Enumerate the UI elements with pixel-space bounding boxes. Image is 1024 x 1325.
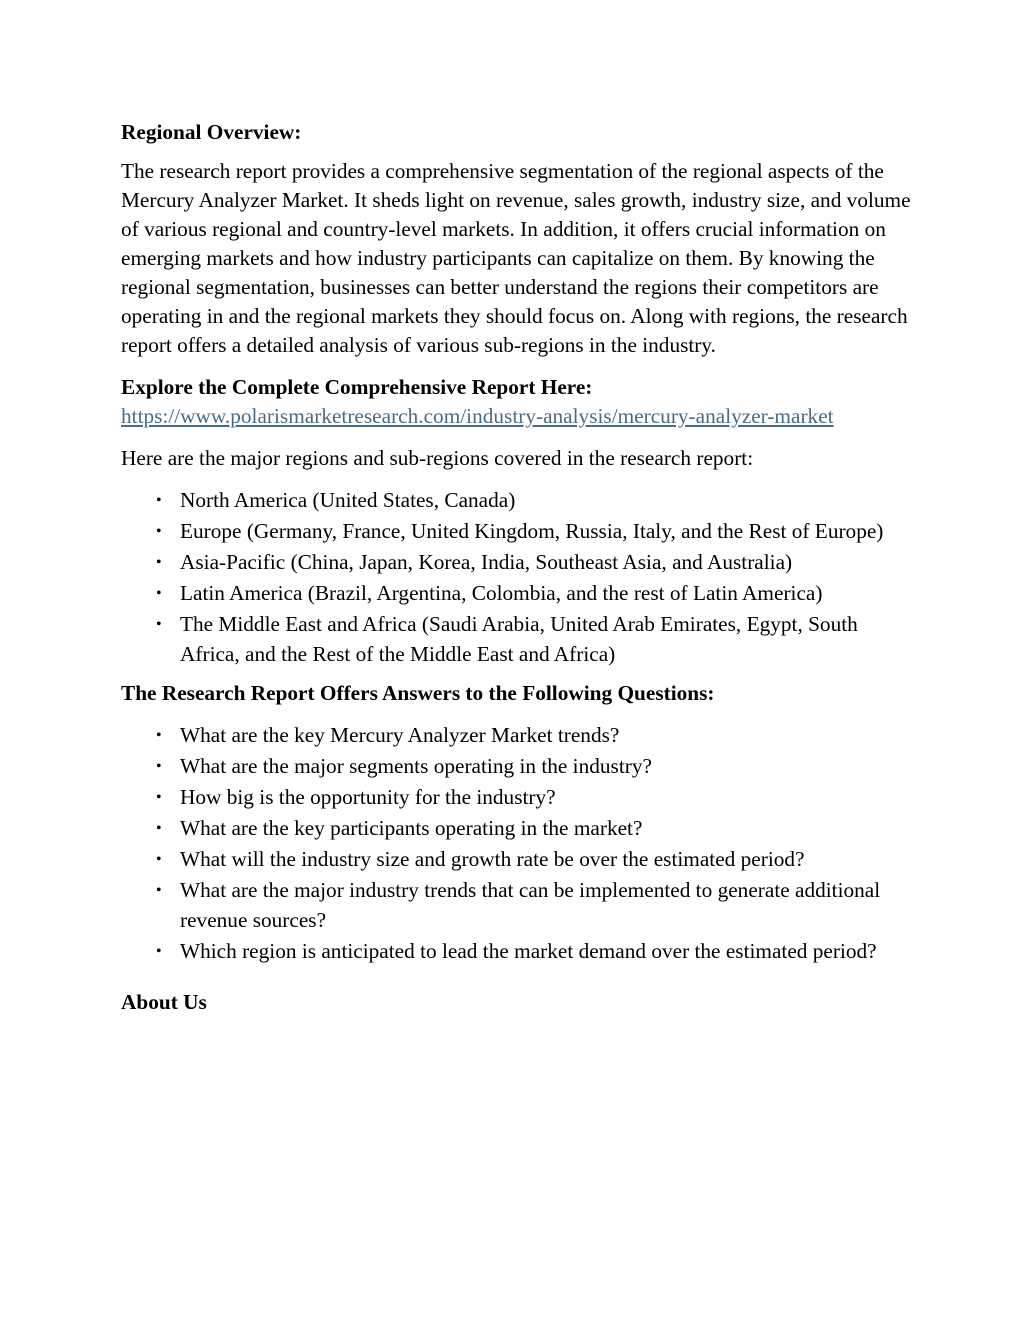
list-item: • Which region is anticipated to lead the market demand over the estimated period? [121, 937, 911, 967]
bullet-icon: • [156, 585, 162, 602]
report-link-line [121, 402, 911, 431]
bullet-icon: • [156, 758, 162, 775]
list-item: • What are the key Mercury Analyzer Market trends? [121, 721, 911, 751]
list-item: • Asia-Pacific (China, Japan, Korea, India, Southeast Asia, and Australia) [121, 548, 911, 578]
bullet-icon: • [156, 523, 162, 540]
bullet-icon: • [156, 942, 162, 960]
explore-report-heading: Explore the Complete Comprehensive Report Here: [121, 375, 593, 399]
questions-list [121, 721, 911, 966]
list-item: • How big is the opportunity for the industry? [121, 783, 911, 813]
regions-intro: Here are the major regions and sub-regions covered in the research report: [121, 446, 754, 470]
list-item: • The Middle East and Africa (Saudi Arabia, United Arab Emirates, Egypt, South Africa, and the Rest of the Middle East and Africa) [156, 612, 858, 666]
regional-overview-paragraph: The research report provides a comprehensive segmentation of the regional aspects of the Mercury Analyzer Market. It sheds light on revenue, sales growth, industry size, and volume of various regional and country-level markets. In addition, it offers crucial information on emerging markets and how industry participants can capitalize on them. By knowing the regional segmentation, businesses can better understand the regions their competitors are operating in and the regional markets they should focus on. Along with regions, the research report offers a detailed analysis of various sub-regions in the industry. [121, 159, 911, 357]
list-item: • What are the major segments operating in the industry? [121, 752, 911, 782]
list-item: • Latin America (Brazil, Argentina, Colombia, and the rest of Latin America) [121, 579, 911, 609]
bullet-icon: • [156, 882, 162, 899]
bullet-icon: • [156, 851, 162, 868]
questions-heading: The Research Report Offers Answers to the Following Questions: [121, 681, 715, 705]
list-item: • North America (United States, Canada) [121, 486, 911, 516]
document-page [121, 118, 911, 1017]
list-item: • Europe (Germany, France, United Kingdom, Russia, Italy, and the Rest of Europe) [121, 517, 911, 547]
about-us-heading: About Us [121, 990, 207, 1014]
bullet-icon: • [156, 820, 162, 837]
bullet-icon: • [156, 616, 162, 633]
list-item: • What will the industry size and growth rate be over the estimated period? [121, 845, 911, 875]
regional-overview-heading: Regional Overview: [121, 120, 302, 144]
report-link[interactable]: https://www.polarismarketresearch.com/industry-analysis/mercury-analyzer-market [121, 404, 834, 428]
list-item: • What are the major industry trends that can be implemented to generate additional revenue sources? [156, 878, 881, 932]
bullet-icon: • [156, 727, 162, 744]
bullet-icon: • [156, 492, 162, 509]
regions-list [121, 486, 911, 669]
bullet-icon: • [156, 789, 162, 806]
bullet-icon: • [156, 554, 162, 571]
list-item: • What are the key participants operating in the market? [121, 814, 911, 844]
